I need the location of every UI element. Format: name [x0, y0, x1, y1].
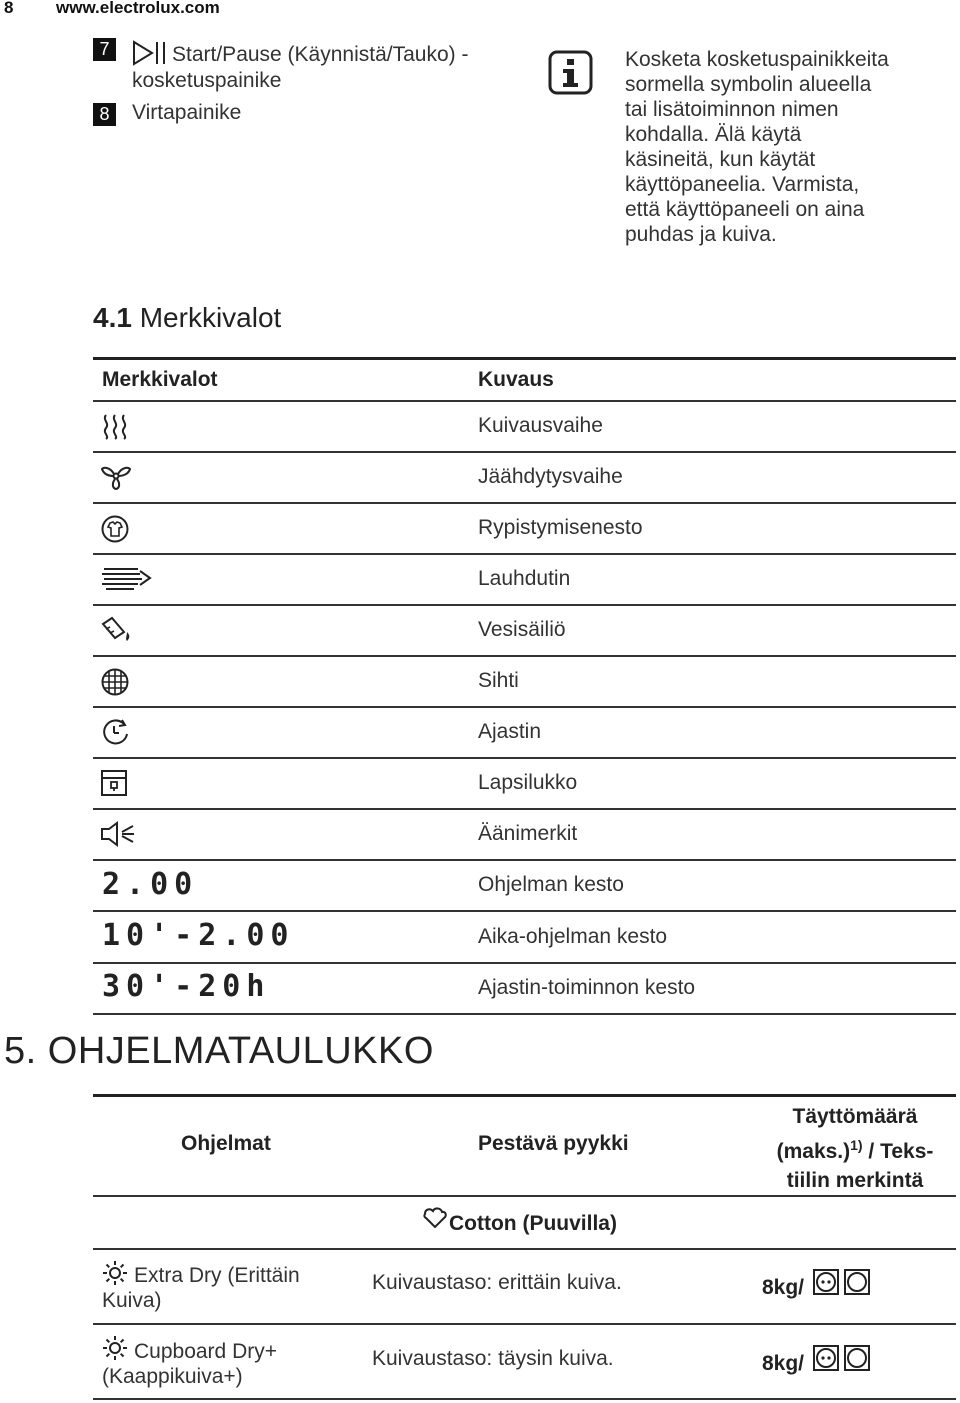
time-program-duration-display: 10'-2.00: [102, 918, 295, 953]
textile-label-icon: [812, 1268, 872, 1296]
section-title-text: OHJELMATAULUKKO: [47, 1030, 434, 1072]
program-group-cotton: Cotton (Puuvilla): [449, 1212, 617, 1235]
program-name-line2: (Kaappikuiva+): [102, 1365, 243, 1388]
info-note-line: puhdas ja kuiva.: [625, 223, 777, 246]
indicator-description: Äänimerkit: [478, 822, 578, 845]
row-rule: [93, 910, 956, 912]
program-load: 8kg/: [762, 1276, 805, 1299]
cupboard-dry-icon: [102, 1335, 128, 1361]
program-name-line2: Kuiva): [102, 1289, 162, 1312]
program-description: Kuivaustaso: täysin kuiva.: [372, 1347, 614, 1370]
timer-icon: [100, 717, 132, 747]
legend-start-pause-line2: kosketuspainike: [132, 69, 282, 92]
program-name-line1: Extra Dry (Erittäin: [134, 1264, 300, 1287]
section-number: 5.: [4, 1030, 37, 1072]
delay-timer-duration-display: 30'-20h: [102, 969, 271, 1004]
row-rule: [93, 553, 956, 555]
indicator-description: Kuivausvaihe: [478, 414, 603, 437]
legend-power-button: Virtapainike: [132, 101, 242, 124]
filter-icon: [100, 667, 130, 697]
indicator-description: Vesisäiliö: [478, 618, 566, 641]
section-title-text: Merkkivalot: [139, 302, 282, 333]
load-header-line3: tiilin merkintä: [786, 1169, 924, 1192]
drying-phase-icon: [100, 413, 130, 441]
row-rule: [93, 706, 956, 708]
column-header-load: [762, 1102, 948, 1195]
row-rule: [93, 451, 956, 453]
table-bottom-rule: [93, 1398, 956, 1400]
page-number: 8: [4, 0, 14, 17]
program-load: 8kg/: [762, 1352, 805, 1375]
header-rule: [93, 1195, 956, 1197]
indicator-description: Ajastin-toiminnon kesto: [478, 976, 696, 999]
column-header-laundry: Pestävä pyykki: [478, 1132, 629, 1155]
row-rule: [93, 1248, 956, 1250]
row-rule: [93, 655, 956, 657]
extra-dry-icon: [102, 1260, 128, 1286]
indicator-description: Ohjelman kesto: [478, 873, 624, 896]
info-note-line: tai lisätoiminnon nimen: [625, 98, 839, 121]
program-table-top-rule: [93, 1094, 956, 1097]
section-4-1-title: [93, 302, 281, 334]
legend-number-7: 7: [93, 38, 116, 61]
indicator-description: Rypistymisenesto: [478, 516, 643, 539]
section-5-title: [4, 1030, 434, 1073]
column-header-programs: Ohjelmat: [181, 1132, 271, 1155]
info-note-text: [625, 47, 935, 247]
row-rule: [93, 808, 956, 810]
row-rule: [93, 962, 956, 964]
row-rule: [93, 1323, 956, 1325]
indicator-description: Sihti: [478, 669, 519, 692]
program-description: Kuivaustaso: erittäin kuiva.: [372, 1271, 622, 1294]
info-note-line: käsineitä, kun käytät: [625, 148, 816, 171]
info-note-line: Kosketa kosketuspainikkeita: [625, 48, 889, 71]
anti-crease-icon: [100, 514, 130, 544]
table-bottom-rule: [93, 1013, 956, 1015]
indicator-description: Lapsilukko: [478, 771, 578, 794]
row-rule: [93, 604, 956, 606]
row-rule: [93, 757, 956, 759]
section-number: 4.1: [93, 302, 132, 333]
legend-start-pause-line1: Start/Pause (Käynnistä/Tauko) -: [172, 43, 469, 66]
info-note-line: kohdalla. Älä käytä: [625, 123, 802, 146]
program-duration-display: 2.00: [102, 867, 199, 902]
column-header-description: Kuvaus: [478, 368, 554, 391]
indicator-description: Jäähdytysvaihe: [478, 465, 623, 488]
load-header-line1: Täyttömäärä: [792, 1105, 918, 1128]
textile-label-icon: [812, 1344, 872, 1372]
column-header-indicators: Merkkivalot: [102, 368, 218, 391]
row-rule: [93, 502, 956, 504]
condenser-icon: [100, 565, 154, 591]
sound-signal-icon: [100, 820, 136, 848]
indicator-description: Aika-ohjelman kesto: [478, 925, 668, 948]
header-rule: [93, 400, 956, 402]
cotton-icon: [422, 1206, 448, 1230]
cooling-fan-icon: [100, 463, 132, 491]
info-note-line: sormella symbolin alueella: [625, 73, 872, 96]
info-note-line: että käyttöpaneeli on aina: [625, 198, 865, 221]
load-header-line2: (maks.)$^{1)}$ / Teks-: [776, 1137, 934, 1163]
legend-number-8: 8: [93, 103, 116, 126]
water-container-icon: [100, 615, 134, 645]
table-top-rule: [93, 357, 956, 360]
site-url: www.electrolux.com: [56, 0, 220, 17]
program-name-line1: Cupboard Dry+: [134, 1340, 277, 1363]
row-rule: [93, 859, 956, 861]
indicator-description: Ajastin: [478, 720, 542, 743]
indicator-description: Lauhdutin: [478, 567, 571, 590]
info-icon: [548, 50, 593, 95]
child-lock-icon: [100, 769, 128, 797]
footnote-marker: 1): [850, 1137, 863, 1153]
play-pause-icon: [132, 40, 168, 66]
info-note-line: käyttöpaneelia. Varmista,: [625, 173, 860, 196]
